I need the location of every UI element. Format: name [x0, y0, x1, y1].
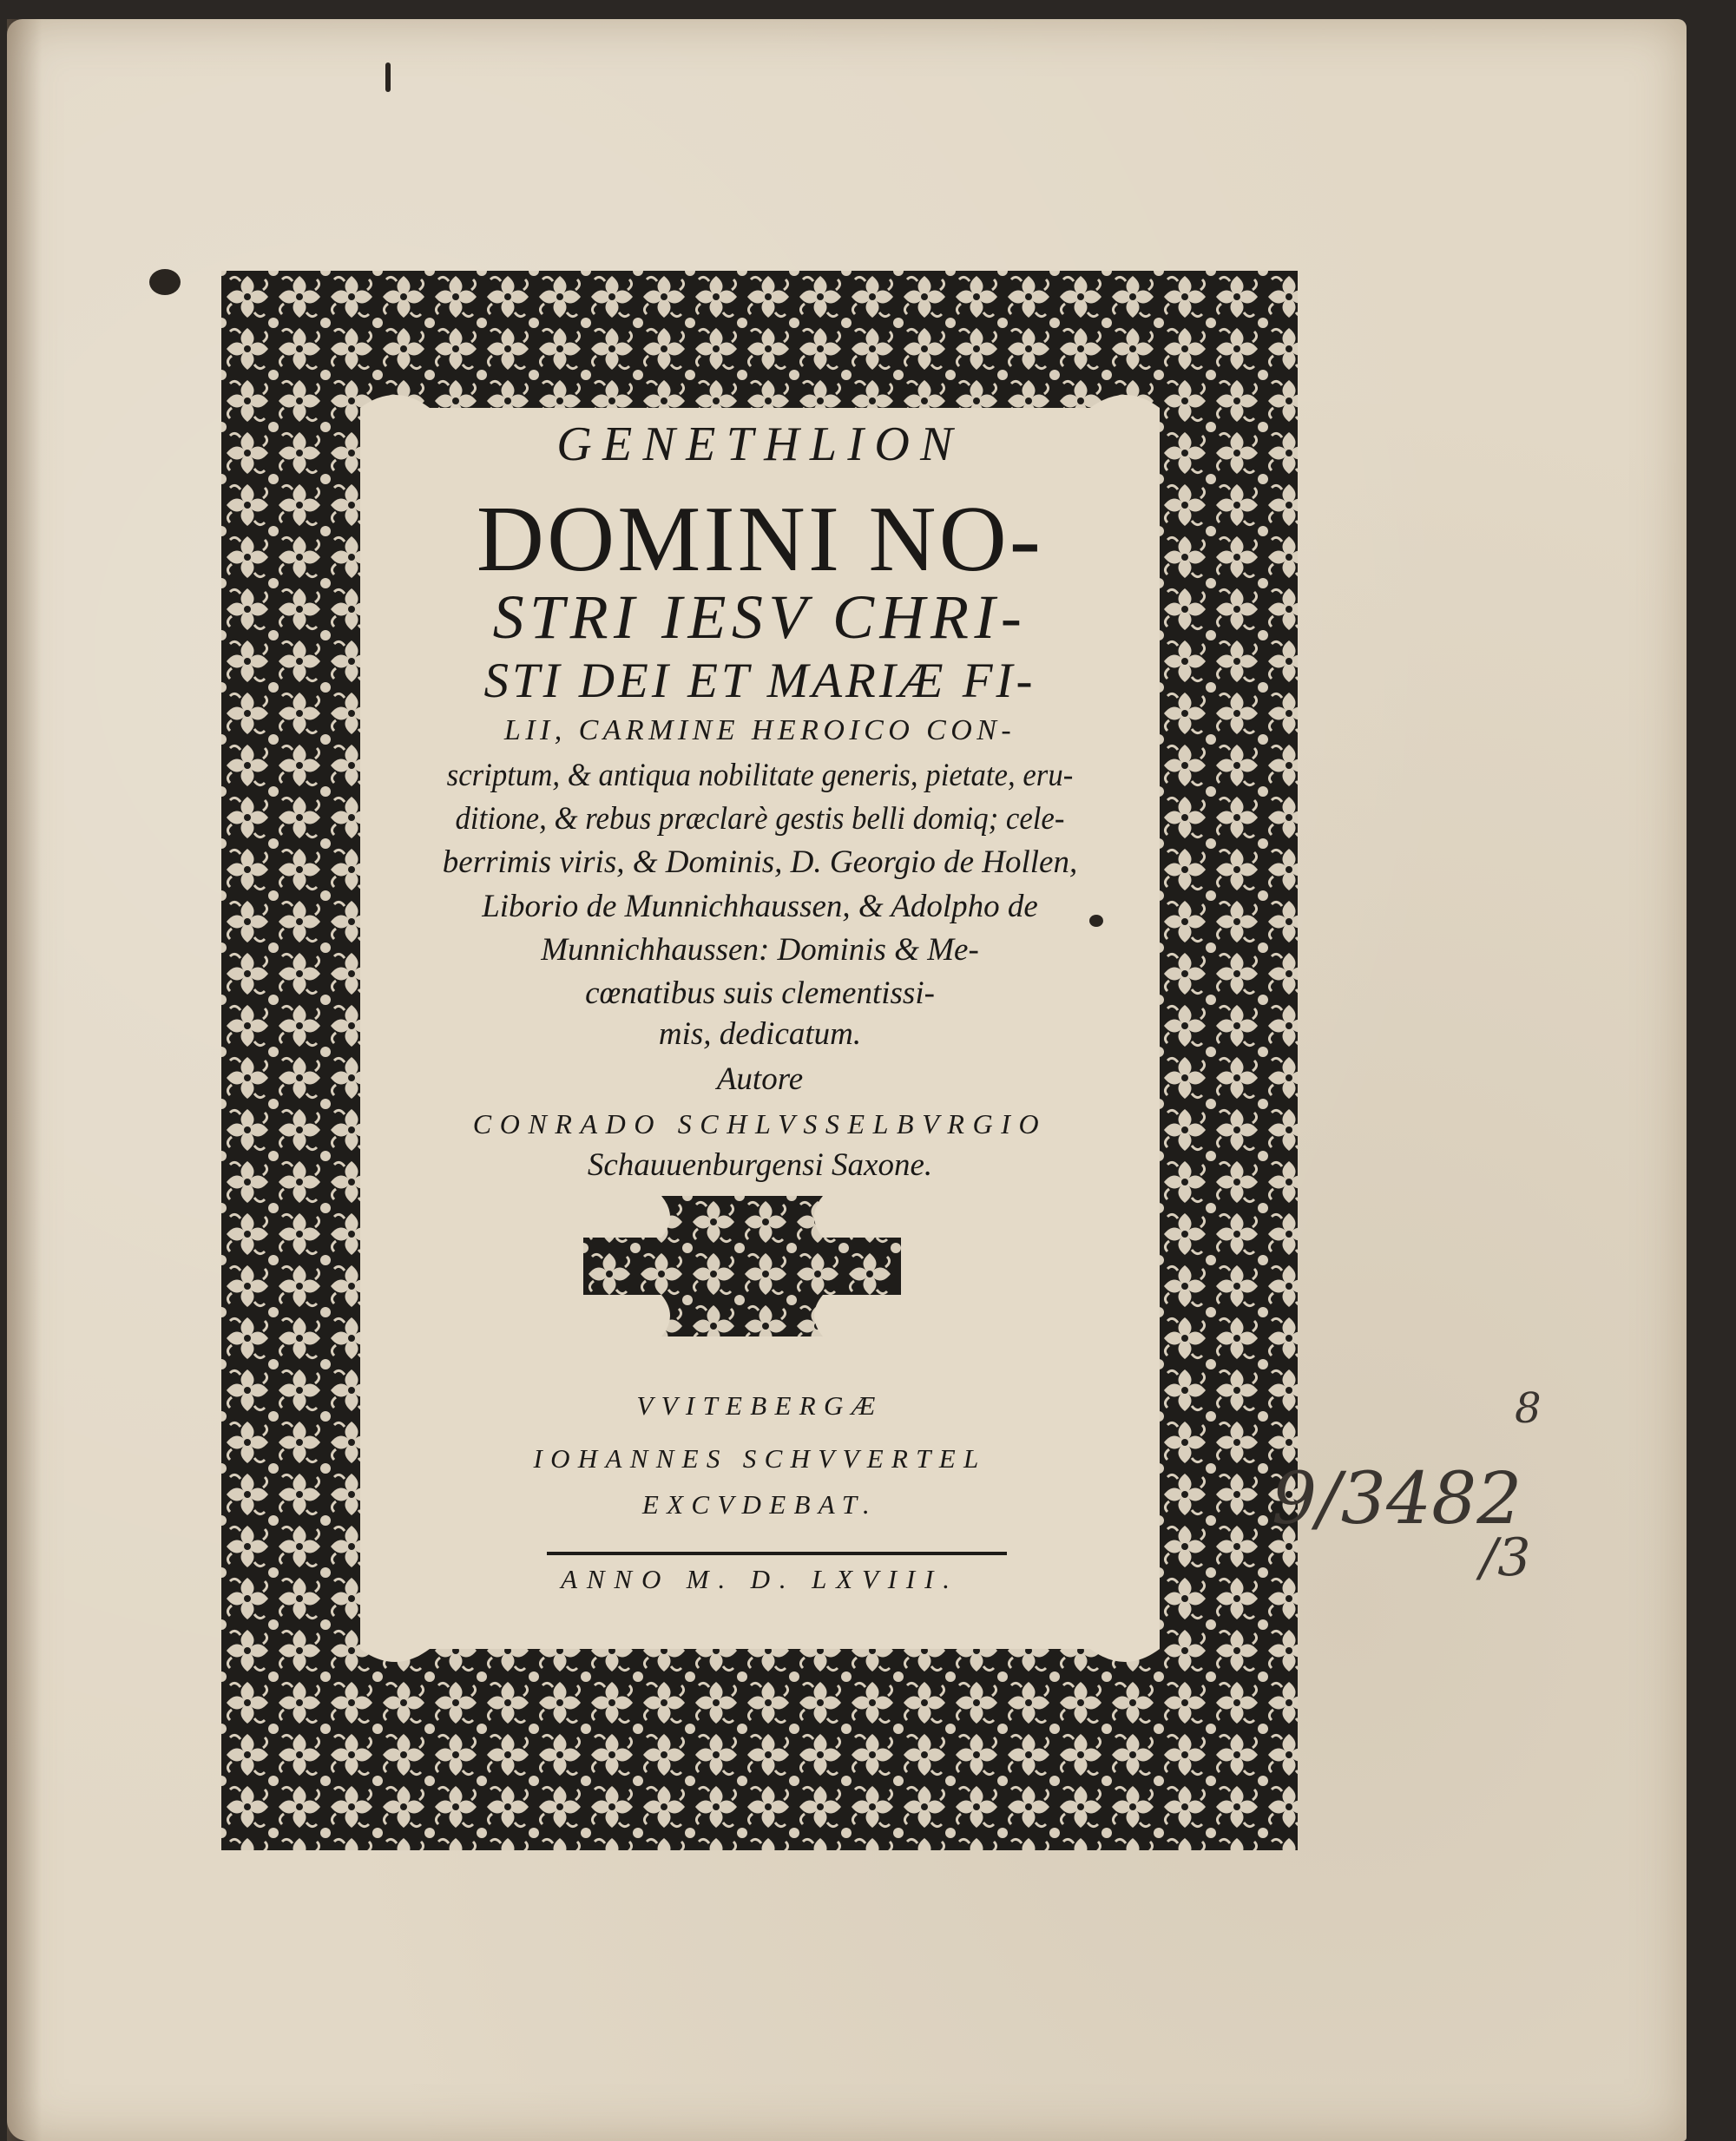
body-line-12: mis, dedicatum. — [658, 1016, 862, 1052]
body-line-6: scriptum, & antiqua nobilitate generis, pietate, eru- — [446, 758, 1074, 793]
title-line-genethlion: GENETHLION — [556, 417, 963, 471]
imprint-date: ANNO M. D. LXVIII. — [561, 1564, 959, 1594]
title-line-lii: LII, CARMINE HEROICO CON- — [503, 714, 1016, 746]
page-spine-shadow — [7, 19, 42, 2141]
body-line-11: cœnatibus suis clementissi- — [585, 975, 935, 1011]
title-line-stri: STRI IESV CHRI- — [492, 582, 1028, 652]
body-line-8: berrimis viris, & Dominis, D. Georgio de Hollen, — [442, 844, 1078, 880]
top-number-annotation: 8 — [1515, 1384, 1542, 1433]
author-origin: Schauuenburgensi Saxone. — [587, 1147, 933, 1183]
center-ornament-pattern — [583, 1196, 901, 1336]
title-line-domini: DOMINI NO- — [476, 488, 1044, 591]
imprint-place: VVITEBERGÆ — [636, 1390, 884, 1421]
title-line-sti: STI DEI ET MARIÆ FI- — [483, 653, 1036, 708]
imprint-excudebat: EXCVDEBAT. — [641, 1489, 878, 1520]
body-line-10: Munnichhaussen: Dominis & Me- — [541, 932, 979, 968]
body-line-9: Liborio de Munnichhaussen, & Adolpho de — [482, 889, 1038, 924]
autore-label: Autore — [716, 1061, 804, 1097]
ink-blot-left — [149, 269, 181, 295]
date-rule — [547, 1552, 1007, 1555]
body-line-7: ditione, & rebus præclarè gestis belli domiq; cele- — [455, 801, 1065, 837]
shelfmark-suffix: /3 — [1480, 1527, 1531, 1588]
panel-scallop-bottom — [360, 1623, 1160, 1675]
author-name: CONRADO SCHLVSSELBVRGIO — [472, 1108, 1048, 1139]
imprint-printer: IOHANNES SCHVVERTEL — [533, 1443, 987, 1474]
center-ornament — [583, 1196, 901, 1336]
ink-blot-right — [1089, 915, 1103, 927]
shelfmark-annotation: 9/3482 — [1272, 1458, 1522, 1540]
ink-mark-top — [385, 62, 391, 92]
